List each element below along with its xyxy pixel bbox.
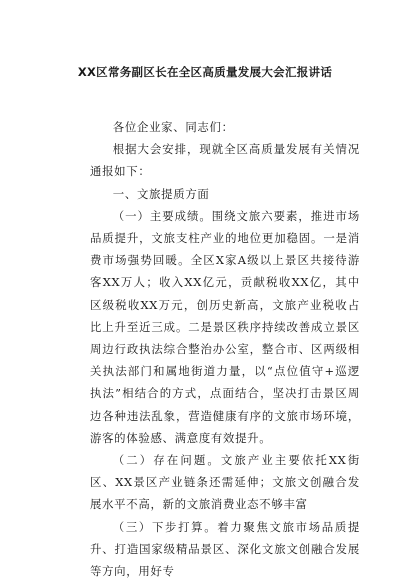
paragraph-intro: 根据大会安排，现就全区高质量发展有关情况通报如下：: [90, 142, 360, 179]
salutation: 各位企业家、同志们：: [112, 120, 234, 134]
document-title: XX区常务副区长在全区高质量发展大会汇报讲话: [77, 65, 333, 79]
paragraph-next-steps: （三）下步打算。着力聚焦文旅市场品质提升、打造国家级精品景区、深化文旅文创融合发展等方向，用好专: [90, 519, 360, 579]
paragraph-achievements: （一）主要成绩。围绕文旅六要素，推进市场品质提升，文旅支柱产业的地位更加稳固。一是消费市场强势回暖。全区X家A级以上景区共接待游客XX万人；收入XX亿元，贡献税收XX亿，其中区级税收XX万元，创历史新高，文旅产业税收占比上升至近三成。二是景区秩序持续改善成立景区周边行政执法综合整治办公室，整合市、区两级相关执法部门和属地街道力量，以“点位值守+巡逻执法”相结合的方式，点面结合，坚决打击景区周边各种违法乱象，营造健康有序的文旅市场环境，游客的体验感、满意度有效提升。: [90, 208, 360, 445]
document-body: [90, 116, 360, 582]
paragraph-problems: （二）存在问题。文旅产业主要依托XX街区、XX景区产业链条还需延伸；文旅文创融合发展水平不高，新的文旅消费业态不够丰富: [90, 453, 360, 512]
section-heading-culture-tourism: 一、文旅提质方面: [112, 186, 210, 201]
